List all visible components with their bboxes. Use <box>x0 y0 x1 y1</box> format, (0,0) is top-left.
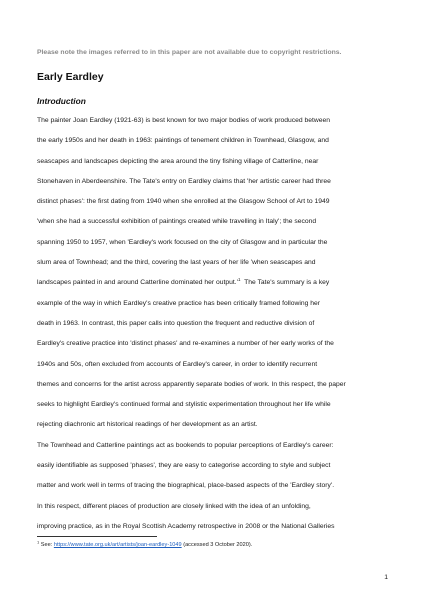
footnote <box>37 539 253 548</box>
page-number: 1 <box>384 574 388 581</box>
footnote-suffix: (accessed 3 October 2020). <box>181 542 253 548</box>
body-line: example of the way in which Eardley's creative practice has been critically framed following her <box>37 299 321 307</box>
body-line: 'when she had a successful exhibition of paintings created while travelling in Italy'; the second <box>37 218 317 226</box>
body-text <box>37 114 397 540</box>
body-line: seeks to highlight Eardley's continued formal and stylistic experimentation throughout her life while <box>37 401 331 409</box>
body-line: 1940s and 50s, often excluded from accounts of Eardley's career, in order to identify recurrent <box>37 360 318 368</box>
body-line: improving practice, as in the Royal Scottish Academy retrospective in 2008 or the National Galleries <box>37 522 335 530</box>
footnote-mark: 1 <box>37 539 40 545</box>
body-line: the early 1950s and her death in 1963: paintings of tenement children in Townhead, Glasgow, and <box>37 137 329 145</box>
body-line: spanning 1950 to 1957, when 'Eardley's work focused on the city of Glasgow and in particular the <box>37 238 328 246</box>
body-line: death in 1963. In contrast, this paper calls into question the frequent and reductive division of <box>37 319 315 327</box>
body-line: In this respect, different places of production are closely linked with the idea of an unfolding, <box>37 502 311 510</box>
body-line: distinct phases': the first dating from 1940 when she enrolled at the Glasgow School of Art to 1949 <box>37 198 330 206</box>
body-line-with-footnote <box>37 276 397 296</box>
body-line: themes and concerns for the artist across apparently separate bodies of work. In this respect, the paper <box>37 380 346 388</box>
copyright-notice: Please note the images referred to in this paper are not available due to copyright restrictions. <box>37 49 342 56</box>
body-line: slum area of Townhead; and the third, covering the last years of her life 'when seascapes and <box>37 259 316 267</box>
body-line: matter and work well in terms of tracing the biographical, place-based aspects of the 'Eardley story'. <box>37 482 335 490</box>
footnote-reference[interactable]: 1 <box>237 277 241 283</box>
body-line-tail: The Tate's summary is a key <box>244 279 330 287</box>
body-line-text: landscapes painted in and around Catterline dominated her output.' <box>37 279 238 287</box>
footnote-prefix: See: <box>40 542 54 548</box>
body-line: Eardley's creative practice into 'distinct phases' and re-examines a number of her early works of the <box>37 340 334 348</box>
footnote-link[interactable]: https://www.tate.org.uk/art/artists/joan-eardley-1049 <box>53 542 182 548</box>
footnote-divider <box>37 536 157 537</box>
body-line: Stonehaven in Aberdeenshire. The Tate's entry on Eardley claims that 'her artistic career had three <box>37 177 331 185</box>
body-line: seascapes and landscapes depicting the area around the tiny fishing village of Catterline, near <box>37 157 319 165</box>
body-line: The painter Joan Eardley (1921-63) is best known for two major bodies of work produced between <box>37 117 331 124</box>
body-line: rejecting diachronic art historical readings of her development as an artist. <box>37 421 258 429</box>
body-line: The Townhead and Catterline paintings act as bookends to popular perceptions of Eardley's career: <box>37 441 334 449</box>
section-heading-introduction: Introduction <box>37 96 86 106</box>
body-line: easily identifiable as supposed 'phases', they are easy to categorise according to style and subject <box>37 462 331 470</box>
paper-title: Early Eardley <box>37 71 104 83</box>
